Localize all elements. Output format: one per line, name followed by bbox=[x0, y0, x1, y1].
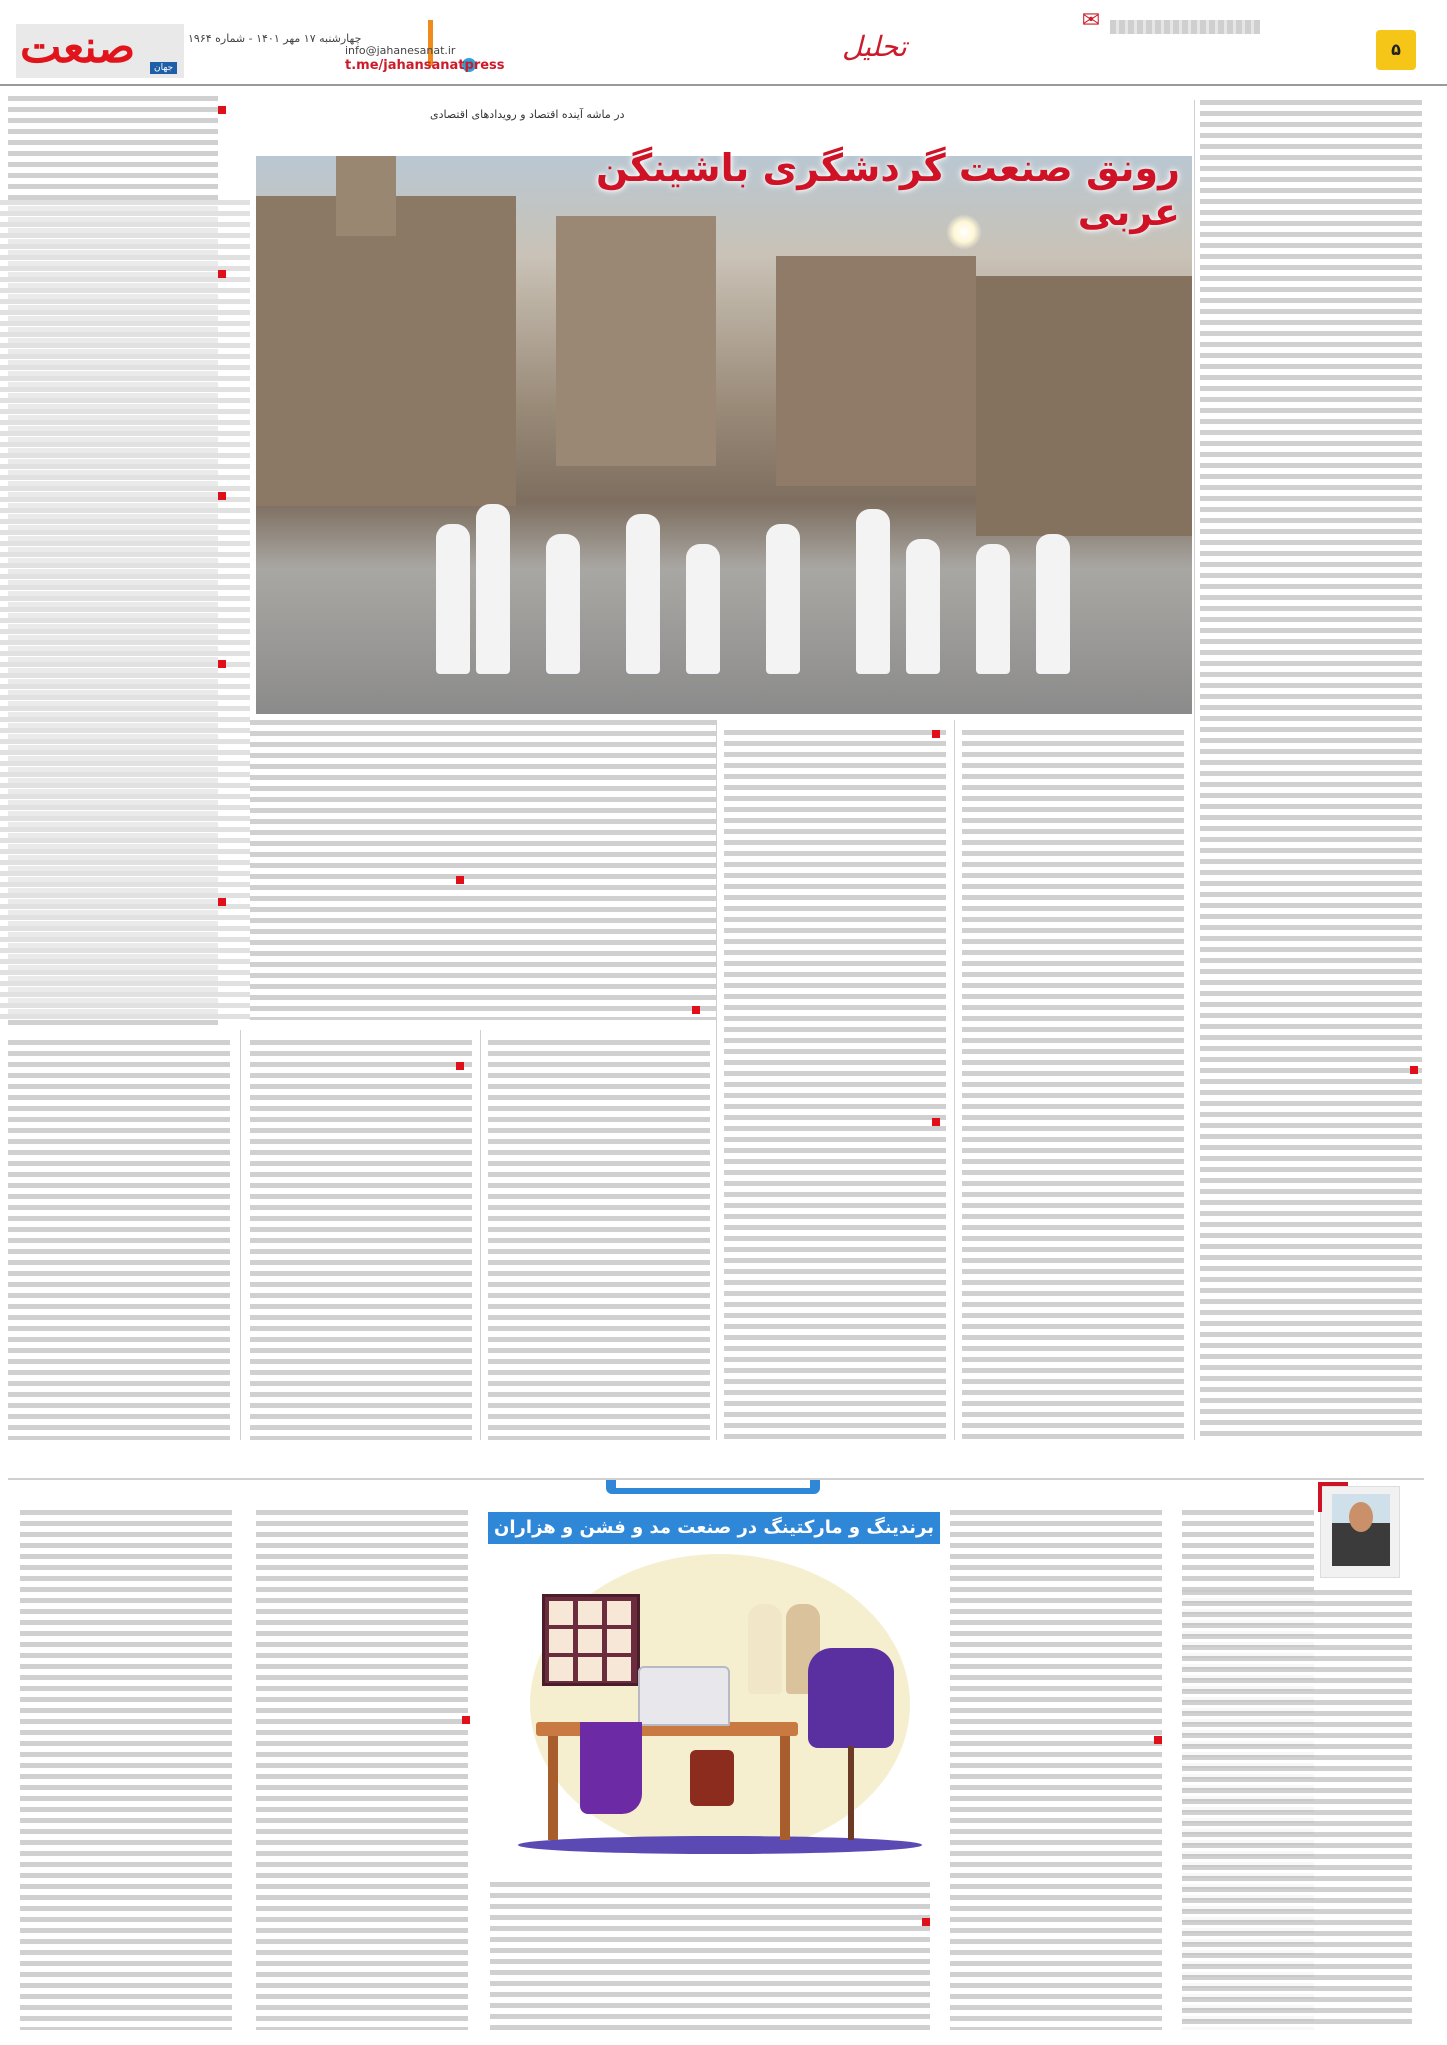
bottom-headline: برندینگ و مارکتینگ در صنعت مد و فشن و هزاران bbox=[488, 1512, 940, 1544]
section-marker bbox=[218, 270, 226, 278]
article-column bbox=[0, 200, 250, 1020]
article-column bbox=[1182, 1590, 1412, 2030]
newspaper-logo[interactable]: صنعت bbox=[20, 22, 136, 73]
lead-kicker: در ماشه آینده اقتصاد و رویدادهای اقتصادی bbox=[430, 108, 625, 121]
section-marker bbox=[1410, 1066, 1418, 1074]
lead-headline: رونق صنعت گردشگری باشینگن عربی bbox=[595, 146, 1180, 234]
author-face bbox=[1349, 1502, 1373, 1532]
article-column bbox=[962, 730, 1184, 1440]
article-column bbox=[724, 730, 946, 1440]
thread-shelf bbox=[542, 1594, 640, 1686]
article-column bbox=[250, 1040, 472, 1440]
section-marker bbox=[218, 898, 226, 906]
section-marker bbox=[218, 492, 226, 500]
telegram-link[interactable]: t.me/jahansanatpress bbox=[345, 58, 505, 73]
article-column bbox=[1200, 100, 1422, 1440]
masthead bbox=[0, 0, 1447, 88]
article-column bbox=[488, 1040, 710, 1440]
article-column bbox=[8, 1040, 230, 1440]
section-marker bbox=[456, 1062, 464, 1070]
section-marker bbox=[456, 876, 464, 884]
fort-wall bbox=[776, 256, 976, 486]
dress-form bbox=[748, 1604, 782, 1694]
article-column bbox=[20, 1510, 232, 2030]
section-marker bbox=[922, 1918, 930, 1926]
fort-wall bbox=[256, 196, 516, 506]
mannequin-jacket bbox=[808, 1648, 894, 1748]
bottom-title-tab bbox=[606, 1480, 820, 1494]
article-column bbox=[250, 720, 716, 1020]
email-line[interactable]: info@jahanesanat.ir bbox=[345, 44, 456, 57]
dancers-group bbox=[436, 484, 1096, 674]
illustration-floor bbox=[518, 1836, 922, 1854]
issue-date-line: چهارشنبه ۱۷ مهر ۱۴۰۱ - شماره ۱۹۶۴ bbox=[188, 32, 362, 45]
purple-fabric bbox=[580, 1722, 642, 1814]
header-rule bbox=[0, 84, 1447, 86]
header-grey-strip bbox=[1110, 20, 1260, 34]
section-marker bbox=[218, 660, 226, 668]
mail-icon[interactable]: ✉ bbox=[1081, 8, 1101, 33]
page-badge-icon: ۵ bbox=[1376, 30, 1416, 70]
section-marker bbox=[692, 1006, 700, 1014]
article-column bbox=[950, 1510, 1162, 2030]
section-marker bbox=[1154, 1736, 1162, 1744]
section-title: تحلیل bbox=[842, 30, 907, 63]
section-marker bbox=[932, 1118, 940, 1126]
fort-wall bbox=[556, 216, 716, 466]
contact-line bbox=[345, 58, 505, 73]
lead-photo bbox=[256, 156, 1192, 714]
section-marker bbox=[932, 730, 940, 738]
section-marker bbox=[218, 106, 226, 114]
article-column bbox=[256, 1510, 468, 2030]
fort-tower bbox=[336, 156, 396, 236]
logo-subtitle: جهان bbox=[150, 62, 177, 74]
chair bbox=[690, 1750, 734, 1806]
mannequin-stand bbox=[848, 1746, 854, 1840]
section-marker bbox=[462, 1716, 470, 1724]
article-column bbox=[490, 1882, 930, 2030]
sewing-machine-icon bbox=[638, 1666, 730, 1726]
